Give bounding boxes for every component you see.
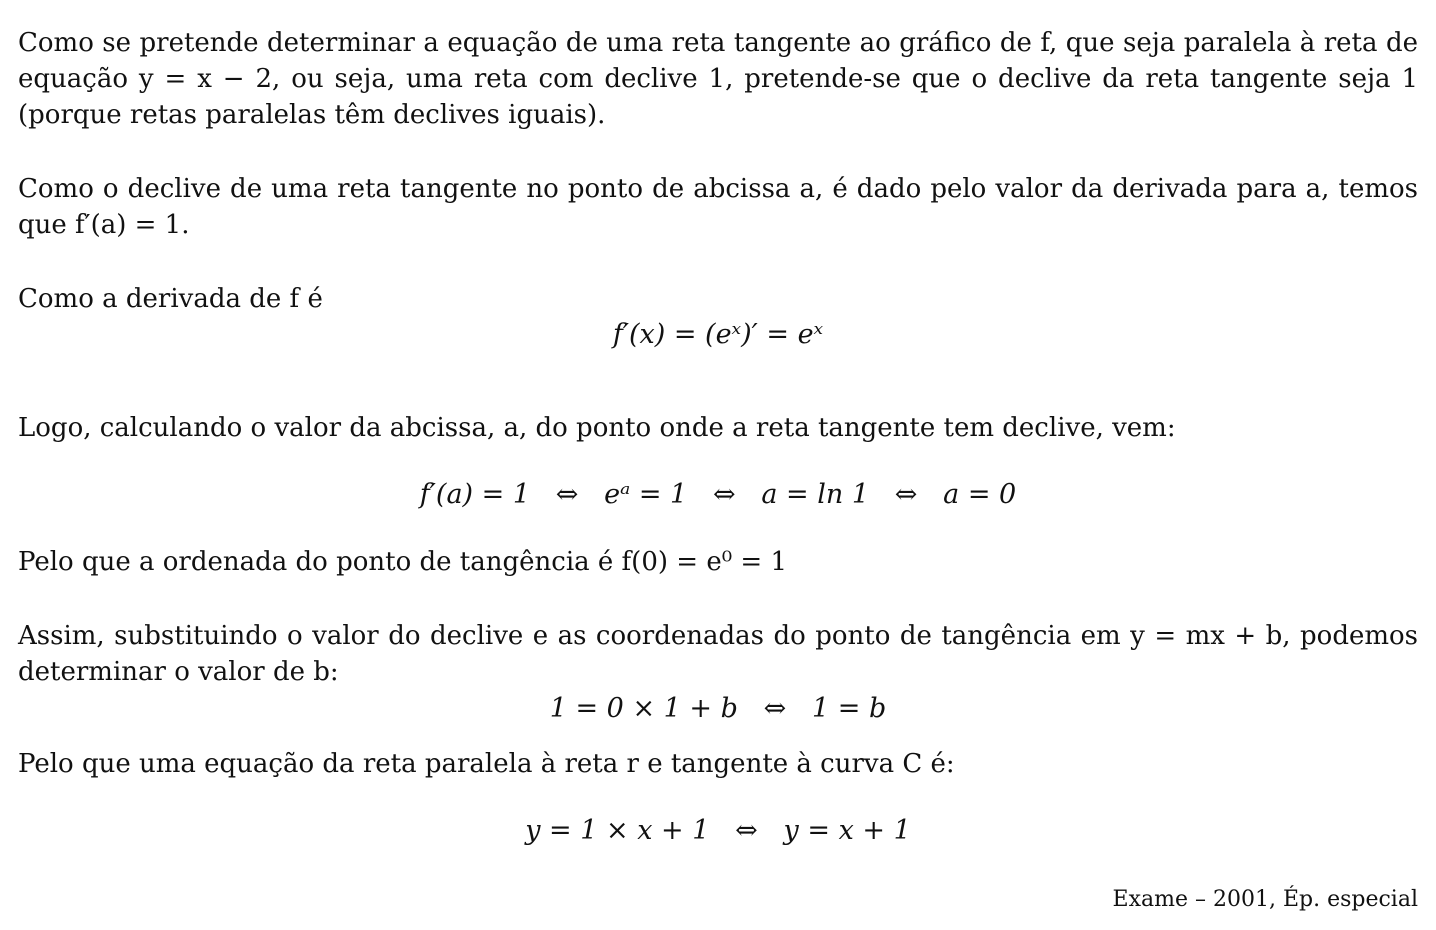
equation-b-value: 1 = 0 × 1 + b ⇔ 1 = b	[549, 693, 887, 724]
paragraph-substitution: Assim, substituindo o valor do declive e as coordenadas do ponto de tangência em y = mx + b, podemos determinar o valor de b:	[18, 621, 1418, 687]
exam-source: Exame – 2001, Ép. especial	[1112, 887, 1418, 912]
paragraph-tangent-slope: Como se pretende determinar a equação de uma reta tangente ao gráfico de f, que seja paralela à reta de equação y = x − 2, ou seja, uma reta com declive 1, pretende-se que o declive da reta tangente seja 1 (porque retas paralelas têm declives iguais).	[18, 28, 1418, 130]
paragraph-abscissa: Logo, calculando o valor da abcissa, a, do ponto onde a reta tangente tem declive, vem:	[18, 413, 1176, 443]
equation-abscissa: f′(a) = 1 ⇔ eᵃ = 1 ⇔ a = ln 1 ⇔ a = 0	[419, 479, 1017, 510]
paragraph-conclusion: Pelo que uma equação da reta paralela à reta r e tangente à curva C é:	[18, 749, 955, 779]
paragraph-derivative-intro: Como a derivada de f é	[18, 284, 323, 314]
equation-tangent-line: y = 1 × x + 1 ⇔ y = x + 1	[525, 815, 911, 846]
paragraph-ordinate: Pelo que a ordenada do ponto de tangência é f(0) = e⁰ = 1	[18, 547, 787, 577]
equation-derivative: f′(x) = (eˣ)′ = eˣ	[612, 319, 824, 350]
solution-document	[18, 0, 1418, 930]
paragraph-derivative-slope: Como o declive de uma reta tangente no ponto de abcissa a, é dado pelo valor da derivada para a, temos que f′(a) = 1.	[18, 174, 1418, 240]
